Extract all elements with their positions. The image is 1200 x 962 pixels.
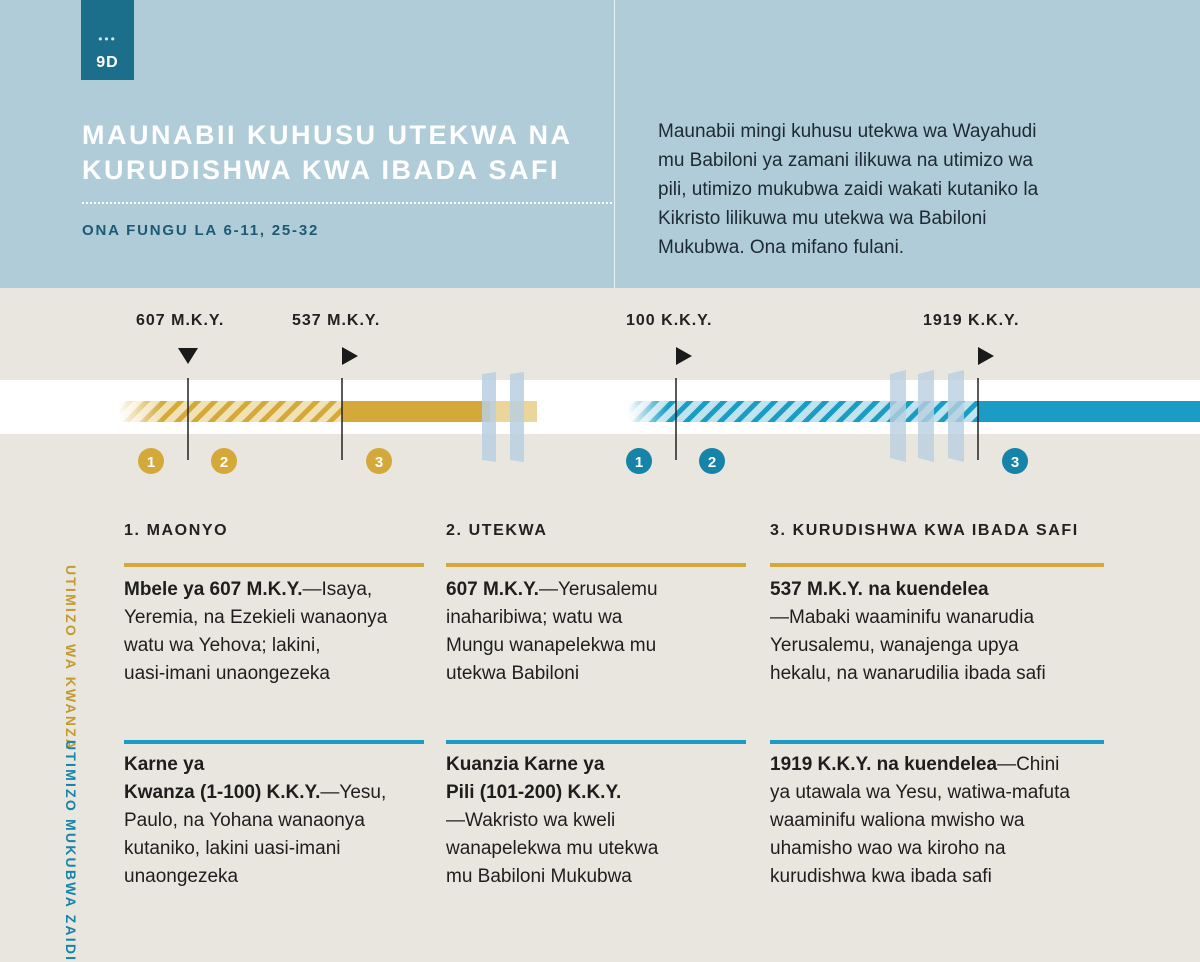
row-label-line: UTIMIZO: [63, 565, 79, 638]
cell-line: —Wakristo wa kweli: [446, 810, 616, 831]
cell-second-warnings: [124, 751, 434, 891]
intro-line: Maunabii mingi kuhusu utekwa wa Wayahudi: [658, 121, 1037, 142]
cell-bold: Karne ya: [124, 754, 205, 775]
cell-line: [446, 779, 756, 807]
cell-line: [770, 751, 1110, 779]
cell-bold: Kuanzia Karne ya: [446, 754, 605, 775]
blue-rule: [770, 740, 1104, 744]
column-header-warnings: 1. MAONYO: [124, 522, 229, 539]
cell-line: Mungu wanapelekwa mu: [446, 635, 657, 656]
gold-marker-3: [366, 448, 392, 474]
cell-line: waaminifu waliona mwisho wa: [770, 810, 1025, 831]
blue-marker-3-label: 3: [1010, 454, 1020, 471]
date-label-537-bce: 537 M.K.Y.: [292, 312, 381, 329]
row-label-line: MUKUBWA ZAIDI: [63, 819, 79, 962]
cell-line: uhamisho wao wa kiroho na: [770, 838, 1006, 859]
down-arrow-icon: [178, 348, 198, 364]
cell-line: [124, 576, 434, 604]
gold-rule: [124, 563, 424, 567]
timeline: [0, 290, 1200, 475]
gold-marker-2: [211, 448, 237, 474]
cell-rest: —Yesu,: [320, 782, 387, 803]
gold-marker-2-label: 2: [219, 454, 229, 471]
gold-marker-1: [138, 448, 164, 474]
gold-fade: [118, 401, 163, 422]
page-title: [82, 118, 612, 188]
intro-line: mu Babiloni ya zamani ilikuwa na utimizo wa: [658, 150, 1033, 171]
cell-bold: 537 M.K.Y. na kuendelea: [770, 579, 989, 600]
gold-marker-3-label: 3: [374, 454, 384, 471]
right-arrow-icon: [342, 347, 358, 365]
badge-number: 9D: [96, 54, 119, 71]
blue-marker-3: [1002, 448, 1028, 474]
cell-second-restoration: [770, 751, 1110, 891]
cell-bold: 607 M.K.Y.: [446, 579, 539, 600]
blue-marker-2-label: 2: [707, 454, 717, 471]
title-line: KURUDISHWA KWA IBADA SAFI: [82, 155, 560, 185]
cell-line: —Mabaki waaminifu wanarudia: [770, 607, 1035, 628]
blue-break-strip: [948, 370, 964, 462]
blue-rule: [124, 740, 424, 744]
cell-line: mu Babiloni Mukubwa: [446, 866, 632, 887]
cell-line: unaongezeka: [124, 866, 239, 887]
row-label-line: UTIMIZO: [63, 740, 79, 813]
gold-hatched-bar: [188, 401, 342, 422]
blue-marker-1: [626, 448, 652, 474]
title-divider: [82, 202, 612, 204]
subtitle: ONA FUNGU LA 6-11, 25-32: [82, 222, 320, 239]
cell-bold: 1919 K.K.Y. na kuendelea: [770, 754, 998, 775]
intro-line: Mukubwa. Ona mifano fulani.: [658, 237, 905, 258]
cell-line: hekalu, na wanarudilia ibada safi: [770, 663, 1046, 684]
cell-rest: —Isaya,: [302, 579, 373, 600]
cell-bold: Kwanza (1-100) K.K.Y.: [124, 782, 321, 803]
right-arrow-icon: [676, 347, 692, 365]
gold-marker-1-label: 1: [146, 454, 156, 471]
gold-break-strip: [510, 372, 524, 462]
blue-solid-bar: [978, 401, 1200, 422]
column-header-captivity: 2. UTEKWA: [446, 522, 548, 539]
cell-line: uasi-imani unaongezeka: [124, 663, 330, 684]
right-arrow-icon: [978, 347, 994, 365]
row-label-greater-fulfillment: [60, 740, 82, 962]
date-label-607-bce: 607 M.K.Y.: [136, 312, 225, 329]
cell-first-warnings: [124, 576, 434, 688]
cell-line: [446, 576, 756, 604]
cell-line: [124, 779, 434, 807]
cell-line: inaharibiwa; watu wa: [446, 607, 623, 628]
cell-line: kurudishwa kwa ibada safi: [770, 866, 992, 887]
row-label-line: WA KWANZA: [63, 644, 79, 752]
cell-rest: —Chini: [997, 754, 1060, 775]
date-label-100-ce: 100 K.K.Y.: [626, 312, 713, 329]
intro-line: pili, utimizo mukubwa zaidi wakati kutaniko la: [658, 179, 1039, 200]
blue-marker-2: [699, 448, 725, 474]
title-line: MAUNABII KUHUSU UTEKWA NA: [82, 120, 573, 150]
date-label-1919-ce: 1919 K.K.Y.: [923, 312, 1020, 329]
timeline-graphic: [0, 290, 1200, 475]
cell-rest: —Yerusalemu: [538, 579, 658, 600]
cell-line: [770, 576, 1110, 604]
cell-first-captivity: [446, 576, 756, 688]
header-divider: [614, 0, 615, 288]
gold-break-strip: [482, 372, 496, 462]
cell-line: [446, 751, 756, 779]
cell-line: Paulo, na Yohana wanaonya: [124, 810, 365, 831]
cell-line: wanapelekwa mu utekwa: [446, 838, 659, 859]
gold-rule: [770, 563, 1104, 567]
cell-line: ya utawala wa Yesu, watiwa-mafuta: [770, 782, 1070, 803]
blue-fade: [628, 401, 668, 422]
cell-line: [124, 751, 434, 779]
badge-dots: •••: [98, 32, 117, 46]
cell-second-captivity: [446, 751, 756, 891]
cell-line: Yerusalemu, wanajenga upya: [770, 635, 1019, 656]
cell-line: watu wa Yehova; lakini,: [124, 635, 321, 656]
blue-rule: [446, 740, 746, 744]
section-badge: [81, 0, 134, 80]
header-panel: [0, 0, 1200, 288]
cell-line: Yeremia, na Ezekieli wanaonya: [124, 607, 388, 628]
row-label-first-fulfillment: [60, 565, 82, 751]
blue-break-strip: [918, 370, 934, 462]
cell-bold: Pili (101-200) K.K.Y.: [446, 782, 622, 803]
cell-line: kutaniko, lakini uasi-imani: [124, 838, 341, 859]
blue-marker-1-label: 1: [634, 454, 644, 471]
cell-line: utekwa Babiloni: [446, 663, 580, 684]
cell-first-restoration: [770, 576, 1110, 688]
intro-text: [658, 117, 1158, 262]
cell-bold: Mbele ya 607 M.K.Y.: [124, 579, 303, 600]
blue-break-strip: [890, 370, 906, 462]
intro-line: Kikristo lilikuwa mu utekwa wa Babiloni: [658, 208, 987, 229]
gold-rule: [446, 563, 746, 567]
column-header-restoration: 3. KURUDISHWA KWA IBADA SAFI: [770, 522, 1079, 539]
